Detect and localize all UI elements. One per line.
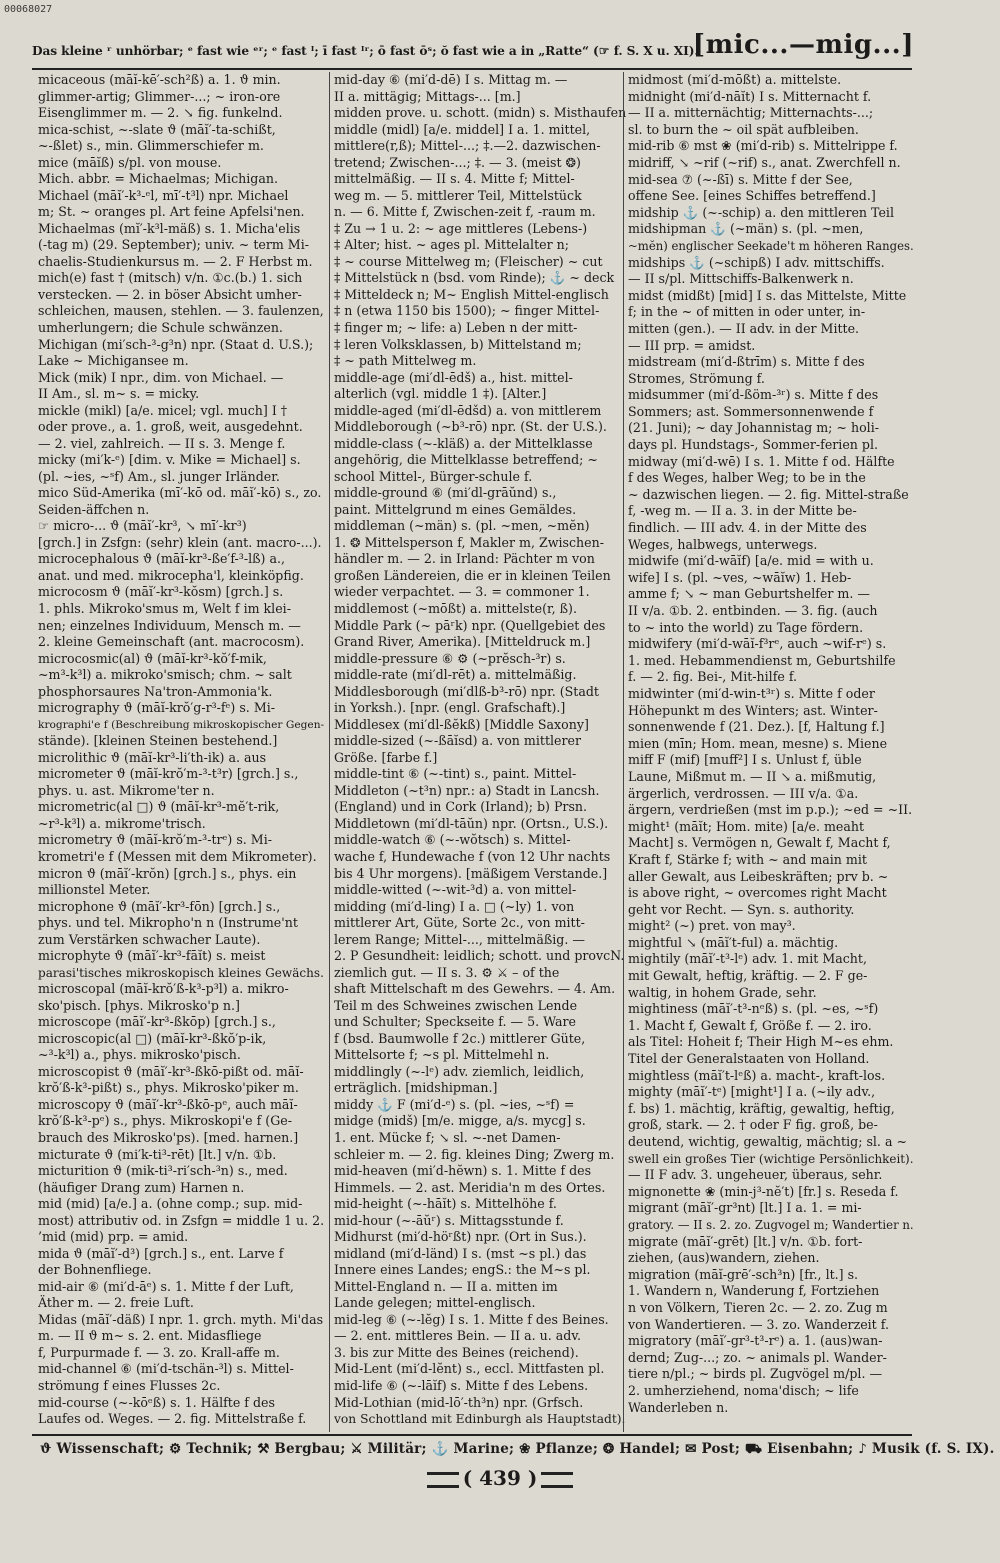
dictionary-line: ziemlich gut. — II s. 3. ⚙ ⚔ – of the bbox=[334, 964, 560, 980]
dictionary-line: micky (mi′k-ᵉ) [dim. v. Mike = Michael] s. bbox=[38, 452, 301, 468]
dictionary-line: f des Weges, halber Weg; to be in the bbox=[628, 470, 866, 486]
dictionary-line: mid-air ⑥ (mi′d-āᵉ) s. 1. Mitte f der Luft, bbox=[38, 1278, 294, 1294]
dictionary-line: paint. Mittelgrund m eines Gemäldes. bbox=[334, 501, 577, 517]
dictionary-line: (England) und in Cork (Irland); b) Prsn. bbox=[334, 799, 588, 815]
dictionary-line: Michaelmas (mĭ′-k³l-mäß) s. 1. Micha'elis bbox=[38, 220, 301, 236]
dictionary-line: ’mid (mid) prp. = amid. bbox=[38, 1229, 189, 1245]
dictionary-line: 2. umherziehend, noma'disch; ~ life bbox=[628, 1382, 859, 1398]
dictionary-line: mightful ↘ (māĭ′t-ful) a. mächtig. bbox=[628, 934, 839, 950]
dictionary-line: II Am., sl. m~ s. = micky. bbox=[38, 386, 200, 402]
dictionary-line: microlithic ϑ (māĭ-kr³-li′th-ik) a. aus bbox=[38, 749, 267, 765]
dictionary-line: mit Gewalt, heftig, kräftig. — 2. F ge- bbox=[628, 968, 868, 984]
dictionary-line: geht vor Recht. — Syn. s. authority. bbox=[628, 901, 855, 917]
dictionary-line: Mick (mik) I npr., dim. von Michael. — bbox=[38, 369, 284, 385]
dictionary-line: Lake ~ Michigansee m. bbox=[38, 353, 189, 369]
dictionary-line: microscope (māĭ′-kr³-ßkōp) [grch.] s., bbox=[38, 1014, 276, 1030]
dictionary-line: schleichen, mausen, stehlen. — 3. faulenzen, bbox=[38, 303, 324, 319]
dictionary-line: nen; einzelnes Individuum, Mensch m. — bbox=[38, 617, 301, 633]
dictionary-line: — II a. mitternächtig; Mitternachts-...; bbox=[628, 105, 874, 121]
dictionary-line: f; in the ~ of mitten in oder unter, in- bbox=[628, 304, 866, 320]
dictionary-line: f, -weg m. — II a. 3. in der Mitte be- bbox=[628, 503, 857, 519]
dictionary-line: Mittelsorte f; ~s pl. Mittelmehl n. bbox=[334, 1047, 550, 1063]
dictionary-line: midstream (mi′d-ßtrīm) s. Mitte f des bbox=[628, 354, 865, 370]
dictionary-line: mico Süd-Amerika (mī′-kō od. māĭ′-kō) s., zo. bbox=[38, 485, 322, 501]
dictionary-line: microscopic(al □) (māĭ-kr³-ßkŏ′p-ik, bbox=[38, 1030, 267, 1046]
ornament-right bbox=[541, 1472, 573, 1488]
dictionary-line: umherlungern; die Schule schwänzen. bbox=[38, 319, 283, 335]
dictionary-line: mid-leg ⑥ (~-lĕg) I s. 1. Mitte f des Beines. bbox=[334, 1311, 609, 1327]
dictionary-line: wife] I s. (pl. ~ves, ~wāĭw) 1. Heb- bbox=[628, 569, 852, 585]
dictionary-line: ‡ n (etwa 1150 bis 1500); ~ finger Mittel- bbox=[334, 303, 600, 319]
dictionary-line: ‡ finger m; ~ life: a) Leben n der mitt- bbox=[334, 319, 578, 335]
dictionary-line: krŏ′ß-k³-pᵉ) s., phys. Mikroskopi'e f (Ge- bbox=[38, 1113, 292, 1129]
dictionary-line: midship ⚓ (~-schip) a. den mittleren Teil bbox=[628, 204, 894, 220]
dictionary-line: aller Gewalt, aus Leibeskräften; prv b. ~ bbox=[628, 868, 889, 884]
dictionary-line: midriff, ↘ ~rif (~rif) s., anat. Zwerchfell n. bbox=[628, 154, 901, 170]
dictionary-line: mid-life ⑥ (~-lāĭf) s. Mitte f des Lebens. bbox=[334, 1377, 589, 1393]
dictionary-line: brauch des Mikrosko'ps). [med. harnen.] bbox=[38, 1130, 299, 1145]
dictionary-line: middle-pressure ⑥ ⚙ (~prĕsch-³r) s. bbox=[334, 650, 566, 666]
dictionary-line: 1. Macht f, Gewalt f, Größe f. — 2. iro. bbox=[628, 1017, 872, 1033]
dictionary-line: mid-rib ⑥ mst ❀ (mi′d-rib) s. Mittelrippe f. bbox=[628, 138, 898, 154]
dictionary-line: deutend, wichtig, gewaltig, mächtig; sl. a ~ bbox=[628, 1134, 908, 1149]
dictionary-line: m; St. ~ oranges pl. Art feine Apfelsi'nen. bbox=[38, 204, 305, 220]
page-number: ( 439 ) bbox=[462, 1466, 538, 1490]
entry-range-heading: [mic...—mig...] bbox=[692, 30, 914, 60]
dictionary-line: Höhepunkt m des Winters; ast. Winter- bbox=[628, 702, 878, 718]
dictionary-line: 2. P Gesundheit: leidlich; schott. und provcN. bbox=[334, 948, 625, 964]
dictionary-line: middlemost (~mōßt) a. mittelste(r, ß). bbox=[334, 601, 577, 616]
dictionary-line: midland (mi′d-länd) I s. (mst ~s pl.) das bbox=[334, 1245, 587, 1261]
dictionary-line: midden prove. u. schott. (midn) s. Misthaufen bbox=[334, 105, 626, 121]
column-2 bbox=[334, 72, 626, 1432]
dictionary-line: m. — II ϑ m~ s. 2. ent. Midasfliege bbox=[38, 1328, 262, 1344]
dictionary-line: Middleborough (~b³-rō) npr. (St. der U.S.). bbox=[334, 419, 607, 435]
dictionary-line: ☞ micro-... ϑ (māĭ′-kr³, ↘ mī′-kr³) bbox=[38, 518, 247, 534]
dictionary-line: Middleton (~t³n) npr.: a) Stadt in Lancsh. bbox=[334, 782, 600, 798]
dictionary-line: mitten (gen.). — II adv. in der Mitte. bbox=[628, 320, 860, 336]
header-rule bbox=[32, 68, 912, 70]
dictionary-line: middy ⚓ F (mi′d-ᵉ) s. (pl. ~ies, ~ˢf) = bbox=[334, 1096, 575, 1112]
dictionary-line: f. bs) 1. mächtig, kräftig, gewaltig, heftig, bbox=[628, 1100, 895, 1116]
dictionary-line: middle-aged (mi′dl-ēdšd) a. von mittlerem bbox=[334, 402, 602, 418]
dictionary-line: mittelmäßig. — II s. 4. Mitte f; Mittel- bbox=[334, 171, 575, 187]
dictionary-line: Lande gelegen; mittel-englisch. bbox=[334, 1295, 536, 1311]
dictionary-line: microphyte ϑ (māĭ′-kr³-fāĭt) s. meist bbox=[38, 948, 266, 964]
dictionary-line: sonnenwende f (21. Dez.). [f, Haltung f.] bbox=[628, 719, 885, 735]
dictionary-line: Eisenglimmer m. — 2. ↘ fig. funkelnd. bbox=[38, 105, 283, 121]
dictionary-line: Weges, halbwegs, unterwegs. bbox=[628, 536, 818, 552]
dictionary-line: Größe. [farbe f.] bbox=[334, 749, 438, 765]
dictionary-line: glimmer-artig; Glimmer-...; ~ iron-ore bbox=[38, 88, 281, 104]
dictionary-line: mid-hour (~-āŭʳ) s. Mittagsstunde f. bbox=[334, 1212, 564, 1228]
pronunciation-legend: Das kleine ʳ unhörbar; ᵉ fast wie ᵉʳ; ᵉ fast ᴵ; ī fast ᴵʳ; ō fast ōˢ; ŏ fast wie a in „Ratte“ (☞ f. S. X u. XI). bbox=[32, 44, 699, 58]
dictionary-line: migrant (māĭ′-gr³nt) [lt.] I a. 1. = mi- bbox=[628, 1200, 862, 1216]
dictionary-line: mica-schist, ~-slate ϑ (māĭ′-ta-schißt, bbox=[38, 121, 276, 137]
dictionary-line: amme f; ↘ ~ man Geburtshelfer m. — bbox=[628, 586, 870, 602]
dictionary-line: Seiden-äffchen n. bbox=[38, 501, 150, 517]
column-divider bbox=[329, 72, 330, 1432]
dictionary-line: wieder verpachtet. — 3. = commoner 1. bbox=[334, 584, 590, 600]
dictionary-line: mighty (māĭ′-tᵉ) [might¹] I a. (~ily adv., bbox=[628, 1084, 876, 1100]
dictionary-line: midway (mi′d-wē) I s. 1. Mitte f od. Hälfte bbox=[628, 453, 895, 469]
dictionary-line: days pl. Hundstags-, Sommer-ferien pl. bbox=[628, 437, 878, 453]
dictionary-line: strömung f eines Flusses 2c. bbox=[38, 1377, 221, 1393]
dictionary-line: mida ϑ (māĭ′-d³) [grch.] s., ent. Larve f bbox=[38, 1245, 284, 1261]
dictionary-line: groß, stark. — 2. † oder F fig. groß, be- bbox=[628, 1117, 878, 1133]
dictionary-line: microscopist ϑ (māĭ′-kr³-ßkō-pißt od. māĭ- bbox=[38, 1063, 304, 1079]
dictionary-line: ~mĕn) englischer Seekade't m höheren Ranges. bbox=[628, 238, 914, 253]
dictionary-line: mickle (mikl) [a/e. micel; vgl. much] I † bbox=[38, 402, 288, 418]
dictionary-line: middlingly (~-lᵉ) adv. ziemlich, leidlich, bbox=[334, 1063, 585, 1079]
dictionary-line: (-tag m) (29. September); univ. ~ term Mi- bbox=[38, 237, 309, 253]
dictionary-line: middleman (~män) s. (pl. ~men, ~mĕn) bbox=[334, 518, 590, 534]
scan-id: 00068027 bbox=[4, 4, 53, 15]
dictionary-line: tiere n/pl.; ~ birds pl. Zugvögel m/pl. — bbox=[628, 1366, 883, 1382]
dictionary-line: midding (mi′d-ling) I a. □ (~ly) 1. von bbox=[334, 898, 575, 914]
dictionary-line: ~³-k³l) a., phys. mikrosko'pisch. bbox=[38, 1047, 241, 1063]
dictionary-line: weg m. — 5. mittlerer Teil, Mittelstück bbox=[334, 187, 582, 203]
dictionary-line: alterlich (vgl. middle 1 ‡). [Alter.] bbox=[334, 386, 547, 402]
dictionary-line: — II s/pl. Mittschiffs-Balkenwerk n. bbox=[628, 271, 854, 287]
dictionary-line: Mid-Lent (mi′d-lĕnt) s., eccl. Mittfasten pl. bbox=[334, 1361, 605, 1377]
dictionary-line: Grand River, Amerika). [Mitteldruck m.] bbox=[334, 634, 591, 650]
dictionary-line: middle (midl) [a/e. middel] I a. 1. mittel, bbox=[334, 121, 591, 137]
dictionary-line: ziehen, (aus)wandern, ziehen. bbox=[628, 1250, 820, 1266]
dictionary-line: Kraft f, Stärke f; with ~ and main mit bbox=[628, 851, 867, 867]
dictionary-line: ~ dazwischen liegen. — 2. fig. Mittel-straße bbox=[628, 486, 909, 502]
dictionary-line: microcosm ϑ (māĭ′-kr³-kŏsm) [grch.] s. bbox=[38, 584, 284, 600]
dictionary-line: Middle Park (~ pāʳk) npr. (Quellgebiet des bbox=[334, 617, 606, 633]
dictionary-line: chaelis-Studienkursus m. — 2. F Herbst m. bbox=[38, 253, 313, 269]
dictionary-line: ‡ ~ course Mittelweg m; (Fleischer) ~ cut bbox=[334, 253, 603, 269]
dictionary-line: ~r³-k³l) a. mikrome'trisch. bbox=[38, 815, 206, 831]
dictionary-line: Wanderleben n. bbox=[628, 1399, 729, 1415]
dictionary-line: micron ϑ (māĭ′-krŏn) [grch.] s., phys. ein bbox=[38, 865, 297, 881]
dictionary-line: 1. med. Hebammendienst m, Geburtshilfe bbox=[628, 652, 896, 668]
dictionary-line: miff F (mif) [muff²] I s. Unlust f, üble bbox=[628, 752, 862, 768]
dictionary-line: mittlerer Art, Güte, Sorte 2c., von mitt- bbox=[334, 915, 585, 931]
dictionary-line: mien (mīn; Hom. mean, mesne) s. Miene bbox=[628, 735, 888, 751]
dictionary-line: micrometer ϑ (māĭ-krŏ′m-³-t³r) [grch.] s., bbox=[38, 766, 299, 782]
dictionary-line: migration (māĭ-grē′-sch³n) [fr., lt.] s. bbox=[628, 1266, 859, 1282]
dictionary-line: zum Verstärken schwacher Laute). bbox=[38, 931, 261, 947]
dictionary-line: micturate ϑ (mi′k-ti³-rēt) [lt.] v/n. ①b. bbox=[38, 1146, 277, 1162]
dictionary-line: ‡ ~ path Mittelweg m. bbox=[334, 353, 477, 369]
dictionary-line: (häufiger Drang zum) Harnen n. bbox=[38, 1179, 245, 1195]
dictionary-line: mid-heaven (mi′d-hĕwn) s. 1. Mitte f des bbox=[334, 1163, 592, 1179]
dictionary-line: (21. Juni); ~ day Johannistag m; ~ holi- bbox=[628, 420, 879, 436]
dictionary-line: Titel der Generalstaaten von Holland. bbox=[628, 1051, 870, 1067]
dictionary-line: II a. mittägig; Mittags-... [m.] bbox=[334, 88, 521, 104]
dictionary-line: mid-height (~-hāĭt) s. Mittelhöhe f. bbox=[334, 1196, 557, 1212]
dictionary-line: f (bsd. Baumwolle f 2c.) mittlerer Güte, bbox=[334, 1030, 586, 1046]
dictionary-line: to ~ into the world) zu Tage fördern. bbox=[628, 619, 864, 635]
dictionary-line: mid (mid) [a/e.] a. (ohne comp.; sup. mid- bbox=[38, 1196, 303, 1212]
dictionary-line: mich(e) fast † (mitsch) v/n. ①c.(b.) 1. sich bbox=[38, 270, 303, 286]
footer-rule bbox=[32, 1434, 912, 1436]
column-divider bbox=[623, 72, 624, 1432]
dictionary-line: sl. to burn the ~ oil spät aufbleiben. bbox=[628, 121, 859, 137]
dictionary-line: n. — 6. Mitte f, Zwischen-zeit f, -raum m. bbox=[334, 204, 596, 220]
dictionary-line: Teil m des Schweines zwischen Lende bbox=[334, 997, 578, 1013]
dictionary-line: middle-sized (~-ßāĭsd) a. von mittlerer bbox=[334, 733, 581, 749]
dictionary-line: Mich. abbr. = Michaelmas; Michigan. bbox=[38, 171, 278, 187]
dictionary-line: Laufes od. Weges. — 2. fig. Mittelstraße f. bbox=[38, 1411, 307, 1427]
dictionary-line: Mittel-England n. — II a. mitten im bbox=[334, 1278, 558, 1294]
dictionary-line: ‡ Zu → 1 u. 2: ~ age mittleres (Lebens-) bbox=[334, 220, 588, 236]
dictionary-line: micrometry ϑ (māĭ-krŏ′m-³-trᵉ) s. Mi- bbox=[38, 832, 272, 848]
dictionary-line: von Wandertieren. — 3. zo. Wanderzeit f. bbox=[628, 1316, 889, 1332]
dictionary-line: midwinter (mi′d-win-t³ʳ) s. Mitte f oder bbox=[628, 685, 875, 701]
dictionary-line: in Yorksh.). [npr. (engl. Grafschaft).] bbox=[334, 700, 566, 716]
dictionary-line: stände). [kleinen Steinen bestehend.] bbox=[38, 733, 278, 749]
dictionary-line: ärgern, verdrießen (mst im p.p.); ~ed = ~II. bbox=[628, 802, 913, 818]
dictionary-line: microcephalous ϑ (māĭ-kr³-ße′f-³-lß) a., bbox=[38, 551, 285, 567]
dictionary-line: middle-tint ⑥ (~-tint) s., paint. Mittel- bbox=[334, 766, 577, 782]
dictionary-line: II v/a. ①b. 2. entbinden. — 3. fig. (auch bbox=[628, 603, 878, 618]
dictionary-line: sko'pisch. [phys. Mikrosko'p n.] bbox=[38, 997, 240, 1013]
dictionary-line: händler m. — 2. in Irland: Pächter m von bbox=[334, 551, 595, 567]
dictionary-line: middle-witted (~-wit-³d) a. von mittel- bbox=[334, 882, 577, 898]
dictionary-line: Michael (māĭ′-k³-ᵉl, mī′-t³l) npr. Michael bbox=[38, 187, 289, 203]
dictionary-line: midwifery (mi′d-wāĭ-f³rᵉ, auch ~wif-rᵉ) s. bbox=[628, 636, 887, 652]
dictionary-line: mid-day ⑥ (mi′d-dē) I s. Mittag m. — bbox=[334, 72, 568, 87]
dictionary-line: der Bohnenfliege. bbox=[38, 1262, 152, 1278]
dictionary-line: school Mittel-, Bürger-schule f. bbox=[334, 468, 533, 484]
dictionary-line: Laune, Mißmut m. — II ↘ a. mißmutig, bbox=[628, 768, 877, 784]
dictionary-line: parasi'tisches mikroskopisch kleines Gewächs. bbox=[38, 965, 324, 980]
dictionary-line: ~m³-k³l) a. mikroko'smisch; chm. ~ salt bbox=[38, 667, 292, 683]
dictionary-line: micaceous (māĭ-kē′-sch²ß) a. 1. ϑ min. bbox=[38, 72, 281, 87]
dictionary-line: — 2. ent. mittleres Bein. — II a. u. adv. bbox=[334, 1328, 581, 1344]
dictionary-line: mightiness (māĭ′-t³-nᵉß) s. (pl. ~es, ~ˢf) bbox=[628, 1001, 879, 1017]
ornament-left bbox=[427, 1472, 459, 1488]
dictionary-line: lerem Range; Mittel-..., mittelmäßig. — bbox=[334, 931, 585, 947]
dictionary-line: Middletown (mi′dl-tāŭn) npr. (Ortsn., U.S.). bbox=[334, 815, 609, 831]
dictionary-line: von Schottland mit Edinburgh als Hauptstadt). bbox=[334, 1412, 626, 1427]
dictionary-line: ‡ Mitteldeck n; M~ English Mittel-englisch bbox=[334, 286, 609, 302]
dictionary-line: 3. bis zur Mitte des Beines (reichend). bbox=[334, 1344, 579, 1360]
dictionary-line: migratory (māĭ′-gr³-t³-rᵉ) a. 1. (aus)wan- bbox=[628, 1333, 883, 1349]
dictionary-line: micrometric(al □) ϑ (māĭ-kr³-mĕ′t-rik, bbox=[38, 799, 280, 815]
dictionary-line: Middlesex (mi′dl-ßĕkß) [Middle Saxony] bbox=[334, 716, 589, 732]
dictionary-line: midshipman ⚓ (~män) s. (pl. ~men, bbox=[628, 221, 864, 237]
dictionary-line: krographi'e f (Beschreibung mikroskopischer Gegen- bbox=[38, 717, 324, 731]
dictionary-line: Michigan (mi′sch-³-g³n) npr. (Staat d. U.S.); bbox=[38, 336, 314, 352]
dictionary-line: Midhurst (mi′d-höʳßt) npr. (Ort in Sus.). bbox=[334, 1229, 587, 1245]
dictionary-line: [grch.] in Zsfgn: (sehr) klein (ant. macro-...). bbox=[38, 534, 322, 550]
dictionary-line: Äther m. — 2. freie Luft. bbox=[38, 1295, 194, 1311]
dictionary-line: midmost (mi′d-mōßt) a. mittelste. bbox=[628, 72, 842, 87]
dictionary-line: might² (~) pret. von may³. bbox=[628, 918, 796, 934]
dictionary-line: microphone ϑ (māĭ′-kr³-fōn) [grch.] s., bbox=[38, 898, 281, 914]
dictionary-line: mittlere(r,ß); Mittel-...; ‡.—2. dazwischen- bbox=[334, 138, 601, 154]
dictionary-line: Macht] s. Vermögen n, Gewalt f, Macht f, bbox=[628, 835, 891, 851]
dictionary-line: — II F adv. 3. ungeheuer, überaus, sehr. bbox=[628, 1167, 883, 1183]
dictionary-line: dernd; Zug-...; zo. ~ animals pl. Wander- bbox=[628, 1349, 887, 1365]
dictionary-line: middle-ground ⑥ (mi′dl-grāŭnd) s., bbox=[334, 485, 557, 501]
dictionary-line: migrate (māĭ′-grēt) [lt.] v/n. ①b. fort- bbox=[628, 1233, 863, 1249]
dictionary-line: angehörig, die Mittelklasse betreffend; ~ bbox=[334, 452, 598, 468]
dictionary-line: Mid-Lothian (mid-lō′-th³n) npr. (Grfsch. bbox=[334, 1394, 584, 1410]
dictionary-line: Midas (māĭ′-däß) I npr. 1. grch. myth. Mi'das bbox=[38, 1311, 324, 1327]
dictionary-line: mid-sea ⑦ (~-ßī) s. Mitte f der See, bbox=[628, 171, 853, 187]
dictionary-line: phosphorsaures Na'tron-Ammonia'k. bbox=[38, 683, 273, 699]
dictionary-line: midnight (mi′d-nāĭt) I s. Mitternacht f. bbox=[628, 88, 872, 104]
dictionary-line: shaft Mittelschaft m des Gewehrs. — 4. Am. bbox=[334, 981, 616, 997]
dictionary-line: micturition ϑ (mik-ti³-ri′sch-³n) s., med. bbox=[38, 1163, 288, 1179]
dictionary-line: ~-ßlet) s., min. Glimmerschiefer m. bbox=[38, 138, 264, 154]
dictionary-line: Himmels. — 2. ast. Meridia'n m des Ortes. bbox=[334, 1179, 606, 1195]
dictionary-line: most) attributiv od. in Zsfgn = middle 1 u. 2. bbox=[38, 1212, 324, 1228]
dictionary-line: middle-rate (mi′dl-rēt) a. mittelmäßig. bbox=[334, 667, 577, 683]
dictionary-line: mightless (māĭ′t-lᵉß) a. macht-, kraft-los. bbox=[628, 1067, 886, 1083]
dictionary-line: verstecken. — 2. in böser Absicht umher- bbox=[38, 286, 302, 302]
dictionary-line: — 2. viel, zahlreich. — II s. 3. Menge f. bbox=[38, 435, 286, 451]
dictionary-line: 1. phls. Mikroko'smus m, Welt f im klei- bbox=[38, 601, 291, 616]
dictionary-line: ärgerlich, verdrossen. — III v/a. ①a. bbox=[628, 785, 859, 801]
dictionary-line: 1. ent. Mücke f; ↘ sl. ~-net Damen- bbox=[334, 1130, 561, 1145]
dictionary-line: mignonette ❀ (min-j³-nĕ′t) [fr.] s. Reseda f. bbox=[628, 1183, 899, 1199]
dictionary-line: (pl. ~ies, ~ˢf) Am., sl. junger Irländer. bbox=[38, 468, 280, 484]
dictionary-line: tretend; Zwischen-...; ‡. — 3. (meist ❂) bbox=[334, 154, 581, 170]
dictionary-line: bis 4 Uhr morgens). [mäßigem Verstande.] bbox=[334, 865, 608, 881]
dictionary-line: ‡ leren Volksklassen, b) Mittelstand m; bbox=[334, 336, 582, 352]
dictionary-line: f, Purpurmade f. — 3. zo. Krall-affe m. bbox=[38, 1344, 280, 1360]
dictionary-line: Stromes, Strömung f. bbox=[628, 370, 765, 386]
dictionary-line: mid-channel ⑥ (mi′d-tschän-³l) s. Mittel- bbox=[38, 1361, 294, 1377]
dictionary-line: middle-age (mi′dl-ēdš) a., hist. mittel- bbox=[334, 369, 573, 385]
dictionary-line: mice (māĭß) s/pl. von mouse. bbox=[38, 154, 222, 170]
column-1 bbox=[38, 72, 324, 1432]
dictionary-line: 1. Wandern n, Wanderung f, Fortziehen bbox=[628, 1283, 880, 1299]
dictionary-line: 2. kleine Gemeinschaft (ant. macrocosm). bbox=[38, 634, 305, 650]
dictionary-line: midsummer (mi′d-ßöm-³ʳ) s. Mitte f des bbox=[628, 387, 879, 403]
dictionary-line: middle-watch ⑥ (~-wŏtsch) s. Mittel- bbox=[334, 832, 571, 848]
dictionary-line: might¹ (māĭt; Hom. mite) [a/e. meaht bbox=[628, 818, 865, 834]
page-number-row bbox=[0, 1466, 1000, 1490]
dictionary-line: middle-class (~-kläß) a. der Mittelklasse bbox=[334, 435, 593, 451]
dictionary-line: ‡ Alter; hist. ~ ages pl. Mittelalter n; bbox=[334, 237, 569, 253]
dictionary-line: offene See. [eines Schiffes betreffend.] bbox=[628, 188, 876, 204]
dictionary-line: midships ⚓ (~schipß) I adv. mittschiffs. bbox=[628, 254, 885, 270]
dictionary-line: f. — 2. fig. Bei-, Mit-hilfe f. bbox=[628, 669, 798, 685]
dictionary-line: is above right, ~ overcomes right Macht bbox=[628, 885, 887, 901]
dictionary-line: erträglich. [midshipman.] bbox=[334, 1080, 498, 1096]
dictionary-line: mid-course (~-kōᵉß) s. 1. Hälfte f des bbox=[38, 1394, 275, 1410]
dictionary-line: schleier m. — 2. fig. kleines Ding; Zwerg m. bbox=[334, 1146, 615, 1162]
dictionary-line: microscopy ϑ (māĭ′-kr³-ßkō-pᵉ, auch māĭ- bbox=[38, 1096, 298, 1112]
dictionary-line: Innere eines Landes; engS.: the M~s pl. bbox=[334, 1262, 591, 1278]
dictionary-line: microcosmic(al) ϑ (māĭ-kr³-kŏ′f-mik, bbox=[38, 650, 267, 666]
dictionary-line: mightily (māĭ′-t³-lᵉ) adv. 1. mit Macht, bbox=[628, 951, 867, 967]
page-header bbox=[32, 30, 914, 66]
dictionary-line: millionstel Meter. bbox=[38, 882, 151, 898]
dictionary-line: phys. und tel. Mikropho'n n (Instrume'nt bbox=[38, 915, 298, 931]
dictionary-line: Sommers; ast. Sommersonnenwende f bbox=[628, 403, 874, 419]
column-3 bbox=[628, 72, 914, 1432]
dictionary-line: midge (midš) [m/e. migge, a/s. mycg] s. bbox=[334, 1113, 586, 1129]
dictionary-line: als Titel: Hoheit f; Their High M~es ehm. bbox=[628, 1034, 894, 1050]
dictionary-line: anat. und med. mikrocepha'l, kleinköpfig. bbox=[38, 567, 304, 583]
dictionary-line: Middlesborough (mi′dlß-b³-rō) npr. (Stadt bbox=[334, 683, 599, 699]
dictionary-line: phys. u. ast. Mikrome'ter n. bbox=[38, 782, 215, 798]
dictionary-line: gratory. — II s. 2. zo. Zugvogel m; Wandertier n. bbox=[628, 1217, 914, 1232]
dictionary-line: krŏ′ß-k³-pißt) s., phys. Mikrosko'piker m. bbox=[38, 1080, 299, 1096]
dictionary-line: wache f, Hundewache f (von 12 Uhr nachts bbox=[334, 848, 611, 864]
symbol-legend: ϑ Wissenschaft; ⚙ Technik; ⚒ Bergbau; ⚔ Militär; ⚓ Marine; ❀ Pflanze; ❂ Handel; ✉ Post; ⛟ Eisenbahn; ♪ Musik (f. S. IX). bbox=[40, 1441, 995, 1457]
dictionary-line: 1. ❂ Mittelsperson f, Makler m, Zwischen- bbox=[334, 534, 604, 550]
dictionary-line: großen Ländereien, die er in kleinen Teilen bbox=[334, 567, 611, 583]
dictionary-line: microscopal (māĭ-krŏ′ß-k³-p³l) a. mikro- bbox=[38, 981, 289, 997]
dictionary-line: waltig, in hohem Grade, sehr. bbox=[628, 984, 817, 1000]
dictionary-line: swell ein großes Tier (wichtige Persönlichkeit). bbox=[628, 1151, 914, 1166]
dictionary-line: midst (midßt) [mid] I s. das Mittelste, Mitte bbox=[628, 287, 907, 303]
dictionary-line: micrography ϑ (māĭ-krŏ′g-r³-fᵉ) s. Mi- bbox=[38, 700, 275, 716]
dictionary-line: und Schulter; Speckseite f. — 5. Ware bbox=[334, 1014, 576, 1030]
dictionary-line: midwife (mi′d-wāĭf) [a/e. mid = with u. bbox=[628, 553, 874, 569]
dictionary-line: oder prove., a. 1. groß, weit, ausgedehnt. bbox=[38, 419, 303, 435]
dictionary-line: — III prp. = amidst. bbox=[628, 337, 756, 353]
dictionary-line: n von Völkern, Tieren 2c. — 2. zo. Zug m bbox=[628, 1299, 888, 1315]
dictionary-line: ‡ Mittelstück n (bsd. vom Rinde); ⚓ ~ deck bbox=[334, 270, 615, 286]
dictionary-line: krometri'e f (Messen mit dem Mikrometer). bbox=[38, 848, 317, 864]
dictionary-line: findlich. — III adv. 4. in der Mitte des bbox=[628, 520, 867, 536]
